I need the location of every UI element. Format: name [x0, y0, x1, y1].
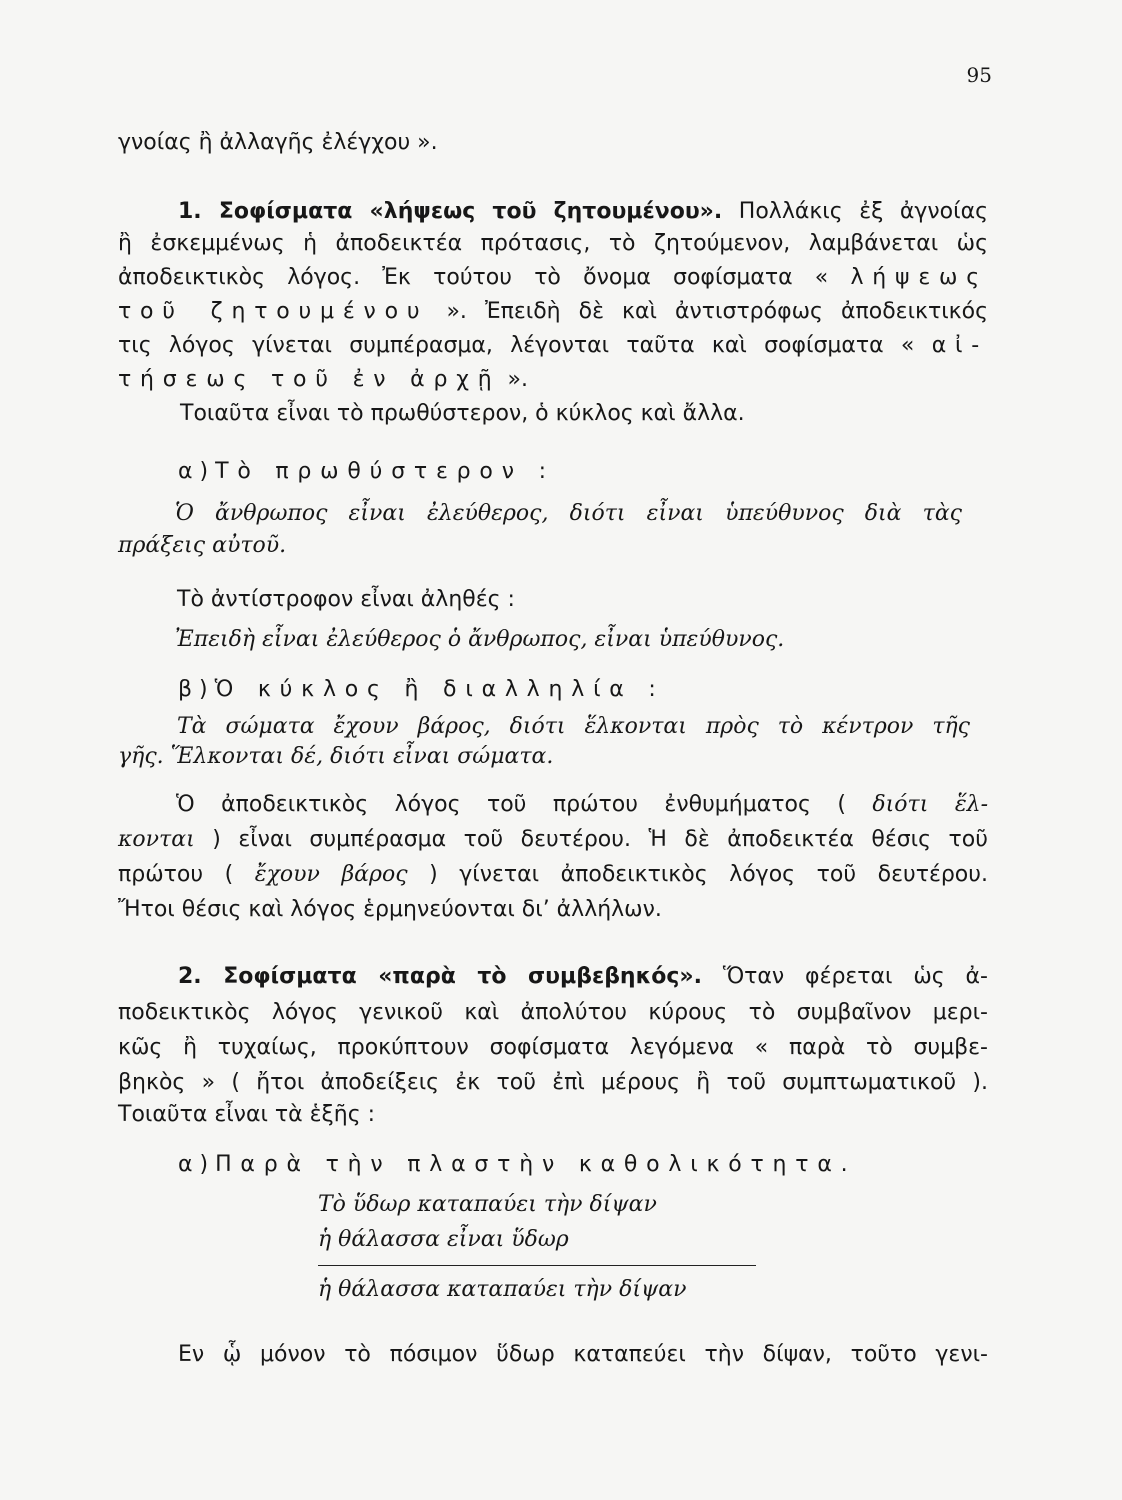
- section-2-first-line: [178, 962, 988, 992]
- text-segment: Τοιαῦτα εἶναι τὸ πρωθύστερον, ὁ κύκλος καὶ ἄλλα.: [180, 401, 745, 426]
- text-line: [118, 297, 988, 327]
- text-line: [118, 229, 988, 259]
- italic-text: κονται: [118, 827, 195, 852]
- spaced-term: αἰ-: [931, 333, 988, 358]
- text-segment: ».: [507, 367, 528, 392]
- section-1-heading: 1. Σοφίσματα «λήψεως τοῦ ζητουμένου».: [178, 199, 723, 224]
- subsection-heading-a: [178, 457, 988, 487]
- page-number: 95: [966, 63, 992, 87]
- text-segment: Τοιαῦτα εἶναι τὰ ἑξῆς :: [118, 1102, 376, 1127]
- text-segment: Εν ᾧ μόνον τὸ πόσιμον ὕδωρ καταπεύει τὴν δίψαν, τοῦτο γενι-: [178, 1342, 988, 1367]
- syllogism-premise-major: [318, 1190, 988, 1220]
- subsection-heading-a: [178, 1150, 988, 1180]
- italic-text: Τὸ ὕδωρ καταπαύει τὴν δίψαν: [318, 1192, 657, 1217]
- text-line: [180, 399, 988, 429]
- italic-text: Ἐπειδὴ εἶναι ἐλεύθερος ὁ ἄνθρωπος, εἶναι ὑπεύθυνος.: [175, 627, 785, 652]
- syllogism-premise-minor: [318, 1225, 988, 1255]
- text-line: [118, 1100, 988, 1130]
- text-line: [118, 128, 988, 158]
- list-marker: α ): [178, 459, 209, 484]
- text-line: [176, 790, 988, 820]
- text-segment: ἢ ἐσκεμμένως ἡ ἀποδεικτέα πρότασις, τὸ ζητούμενον, λαμβάνεται ὡς: [118, 231, 988, 256]
- spaced-term: τήσεως τοῦ ἐν ἀρχῇ: [118, 367, 501, 392]
- spaced-term: Παρὰ τὴν πλαστὴν καθολικότητα.: [215, 1152, 857, 1177]
- text-segment: Πολλάκις ἐξ ἀγνοίας: [738, 199, 988, 224]
- text-segment: ἀποδεικτικὸς λόγος. Ἐκ τούτου τὸ ὄνομα σοφίσματα «: [118, 265, 829, 290]
- italic-text: Τὰ σώματα ἔχουν βάρος, διότι ἕλκονται πρὸς τὸ κέντρον τῆς: [177, 714, 970, 739]
- subsection-heading-b: [178, 675, 988, 705]
- italic-text: πράξεις αὐτοῦ.: [118, 533, 287, 558]
- example-line: [118, 531, 988, 561]
- section-2-heading: 2. Σοφίσματα «παρὰ τὸ συμβεβηκός».: [178, 964, 702, 989]
- text-segment: κῶς ἢ τυχαίως, προκύπτουν σοφίσματα λεγόμενα « παρὰ τὸ συμβε-: [118, 1035, 988, 1060]
- example-line: [118, 742, 988, 772]
- text-segment: ) εἶναι συμπέρασμα τοῦ δευτέρου. Ἡ δὲ ἀποδεικτέα θέσις τοῦ: [212, 827, 988, 852]
- example-line: [175, 499, 962, 529]
- text-line: [118, 825, 988, 855]
- text-line: [118, 1033, 988, 1063]
- text-line: [118, 860, 988, 890]
- italic-text: ἡ θάλασσα καταπαύει τὴν δίψαν: [318, 1277, 687, 1302]
- text-segment: Τὸ ἀντίστροφον εἶναι ἀληθές :: [177, 587, 515, 612]
- text-line: [118, 331, 988, 361]
- text-line: [118, 998, 988, 1028]
- spaced-term: τοῦ ζητουμένου: [118, 299, 429, 324]
- text-segment: βηκὸς » ( ἤτοι ἀποδείξεις ἐκ τοῦ ἐπὶ μέρους ἢ τοῦ συμπτωματικοῦ ).: [118, 1070, 988, 1095]
- text-segment: ) γίνεται ἀποδεικτικὸς λόγος τοῦ δευτέρου.: [429, 862, 988, 887]
- text-line: [118, 365, 988, 395]
- text-segment: τις λόγος γίνεται συμπέρασμα, λέγονται ταῦτα καὶ σοφίσματα «: [118, 333, 915, 358]
- text-segment: Ὅταν φέρεται ὡς ἀ-: [722, 964, 988, 989]
- text-line: [178, 1340, 988, 1370]
- italic-text: ἔχουν βάρος: [254, 862, 408, 887]
- text-segment: Ἤτοι θέσις καὶ λόγος ἑρμηνεύονται δι’ ἀλλήλων.: [118, 897, 662, 922]
- example-line: [175, 625, 988, 655]
- italic-text: διότι ἕλ-: [872, 792, 988, 817]
- text-line: [118, 263, 988, 293]
- syllogism-conclusion: [318, 1275, 988, 1305]
- italic-text: ἡ θάλασσα εἶναι ὕδωρ: [318, 1227, 569, 1252]
- text-segment: Ὁ ἀποδεικτικὸς λόγος τοῦ πρώτου ἐνθυμήματος (: [176, 792, 846, 817]
- text-line: [177, 585, 988, 615]
- text-segment: γνοίας ἢ ἀλλαγῆς ἐλέγχου ».: [118, 130, 438, 155]
- spaced-term: Ὁ κύκλος ἢ διαλληλία :: [214, 677, 665, 702]
- text-segment: πρώτου (: [118, 862, 234, 887]
- text-line: [118, 1068, 988, 1098]
- list-marker: α ): [178, 1152, 209, 1177]
- italic-text: Ὁ ἄνθρωπος εἶναι ἐλεύθερος, διότι εἶναι ὑπεύθυνος διὰ τὰς: [175, 501, 962, 526]
- list-marker: β ): [178, 677, 208, 702]
- example-line: [177, 712, 970, 742]
- spaced-term: λήψεως: [850, 265, 988, 290]
- spaced-term: Τὸ πρωθύστερον :: [215, 459, 555, 484]
- section-1-first-line: [178, 197, 988, 227]
- text-segment: ποδεικτικὸς λόγος γενικοῦ καὶ ἀπολύτου κύρους τὸ συμβαῖνον μερι-: [118, 1000, 988, 1025]
- syllogism-rule: [318, 1265, 756, 1266]
- text-line: [118, 895, 988, 925]
- text-segment: ». Ἐπειδὴ δὲ καὶ ἀντιστρόφως ἀποδεικτικός: [446, 299, 989, 324]
- italic-text: γῆς. Ἕλκονται δέ, διότι εἶναι σώματα.: [118, 744, 554, 769]
